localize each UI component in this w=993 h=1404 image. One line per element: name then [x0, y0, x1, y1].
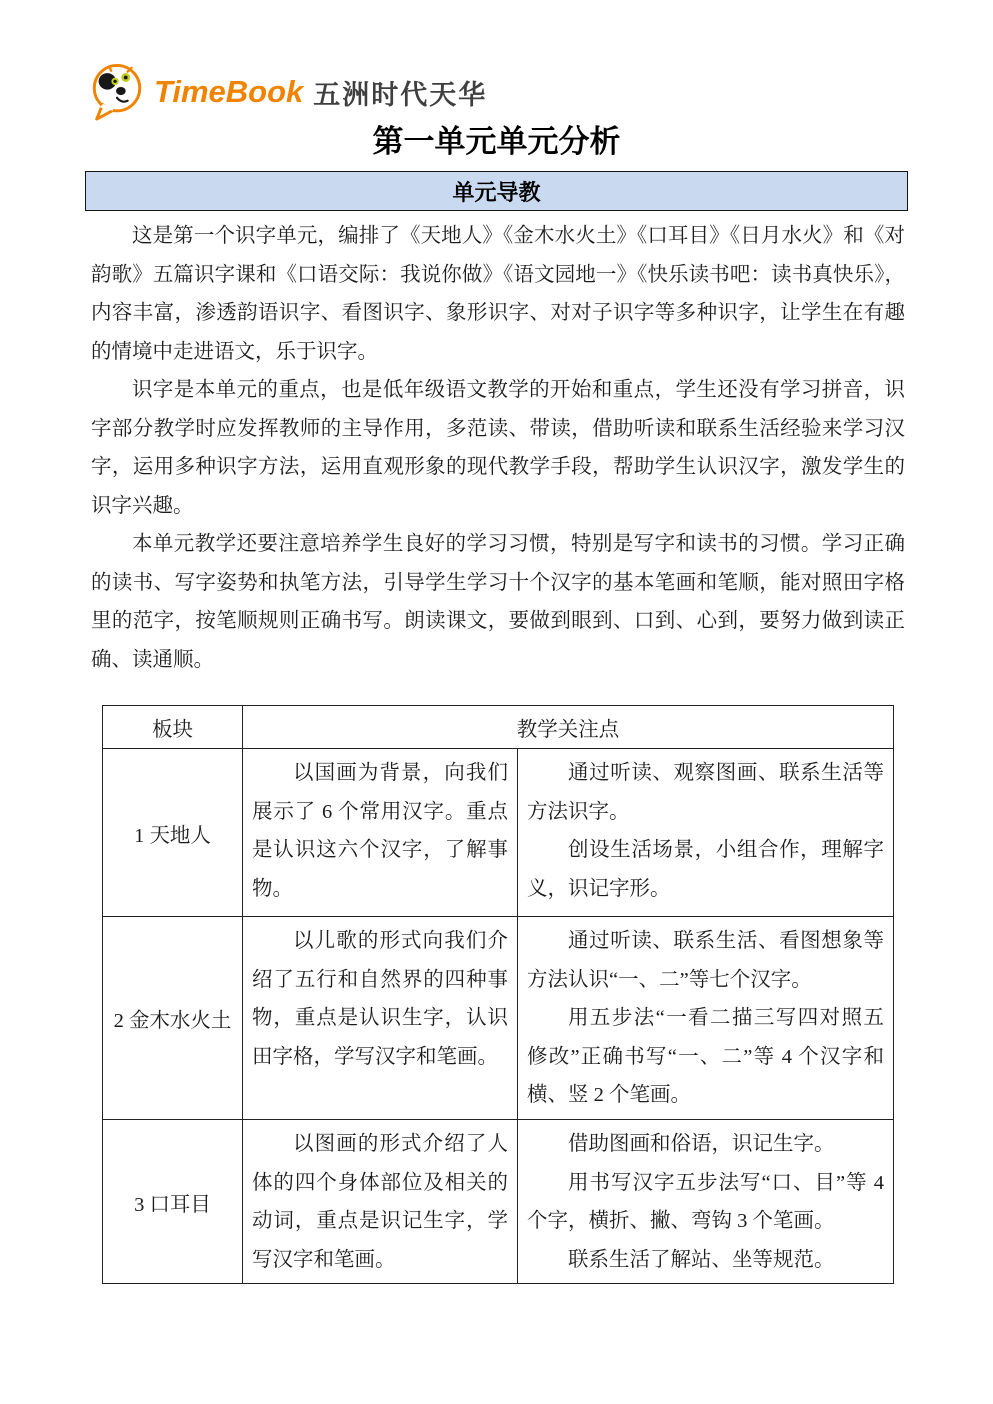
- teaching-point: 用五步法“一看二描三写四对照五修改”正确书写“一、二”等 4 个汉字和横、竖 2 个笔画。: [527, 1007, 884, 1106]
- logo-company-text: 五洲时代天华: [313, 79, 488, 110]
- table-header-row: [103, 706, 894, 749]
- logo-brand-text: TimeBook: [154, 74, 304, 109]
- teaching-focus-table: [102, 705, 894, 1284]
- lesson-desc: 以儿歌的形式向我们介绍了五行和自然界的四种事物，重点是认识生字，认识田字格，学写汉字和笔画。: [252, 930, 508, 1068]
- intro-paragraph-1: 这是第一个识字单元，编排了《天地人》《金木水火土》《口耳目》《日月水火》和《对韵歌》五篇识字课和《口语交际：我说你做》《语文园地一》《快乐读书吧：读书真快乐》，内容丰富，渗透韵语识字、看图识字、象形识字、对对子识字等多种识字，让学生在有趣的情境中走进语文，乐于识字。: [91, 225, 905, 363]
- lesson-desc-cell: [243, 917, 518, 1120]
- row-section-label: 1 天地人: [103, 749, 243, 917]
- lesson-desc: 以国画为背景，向我们展示了 6 个常用汉字。重点是认识这六个汉字，了解事物。: [252, 762, 508, 900]
- teaching-point-cell: [518, 917, 894, 1120]
- teaching-point: 通过听读、联系生活、看图想象等方法认识“一、二”等七个汉字。: [527, 930, 884, 991]
- teaching-point: 用书写汉字五步法写“口、目”等 4 个字，横折、撇、弯钩 3 个笔画。: [527, 1171, 884, 1232]
- unit-guide-banner: [85, 171, 908, 211]
- intro-paragraph-2: 识字是本单元的重点，也是低年级语文教学的开始和重点，学生还没有学习拼音，识字部分教学时应发挥教师的主导作用，多范读、带读，借助听读和联系生活经验来学习汉字，运用多种识字方法，运用直观形象的现代教学手段，帮助学生认识汉字，激发学生的识字兴趣。: [91, 379, 905, 517]
- lesson-desc-cell: [243, 749, 518, 917]
- teaching-point: 联系生活了解站、坐等规范。: [568, 1248, 835, 1271]
- intro-paragraph-3: 本单元教学还要注意培养学生良好的学习习惯，特别是写字和读书的习惯。学习正确的读书、写字姿势和执笔方法，引导学生学习十个汉字的基本笔画和笔顺，能对照田字格里的范字，按笔顺规则正确书写。朗读课文，要做到眼到、口到、心到，要努力做到读正确、读通顺。: [91, 533, 905, 671]
- table-row: [103, 1120, 894, 1284]
- dog-speech-bubble-icon: [88, 62, 146, 122]
- teaching-point: 借助图画和俗语，识记生字。: [568, 1133, 835, 1155]
- table-row: [103, 917, 894, 1120]
- unit-guide-banner-label: 单元导教: [452, 179, 541, 205]
- teaching-point-cell: [518, 749, 894, 917]
- teaching-point: 创设生活场景，小组合作，理解字义，识记字形。: [527, 839, 884, 900]
- unit-intro-text: [91, 217, 905, 679]
- lesson-desc: 以图画的形式介绍了人体的四个身体部位及相关的动词，重点是识记生字，学写汉字和笔画。: [252, 1133, 508, 1271]
- row-section-label: 2 金木水火土: [103, 917, 243, 1120]
- col-header-focus: 教学关注点: [243, 706, 894, 749]
- page-title: 第一单元单元分析: [372, 124, 621, 159]
- col-header-section: 板块: [103, 706, 243, 749]
- table-row: [103, 749, 894, 917]
- timebook-logo: [88, 62, 487, 122]
- lesson-desc-cell: [243, 1120, 518, 1284]
- row-section-label: 3 口耳目: [103, 1120, 243, 1284]
- teaching-point: 通过听读、观察图画、联系生活等方法识字。: [527, 762, 884, 823]
- teaching-point-cell: [518, 1120, 894, 1284]
